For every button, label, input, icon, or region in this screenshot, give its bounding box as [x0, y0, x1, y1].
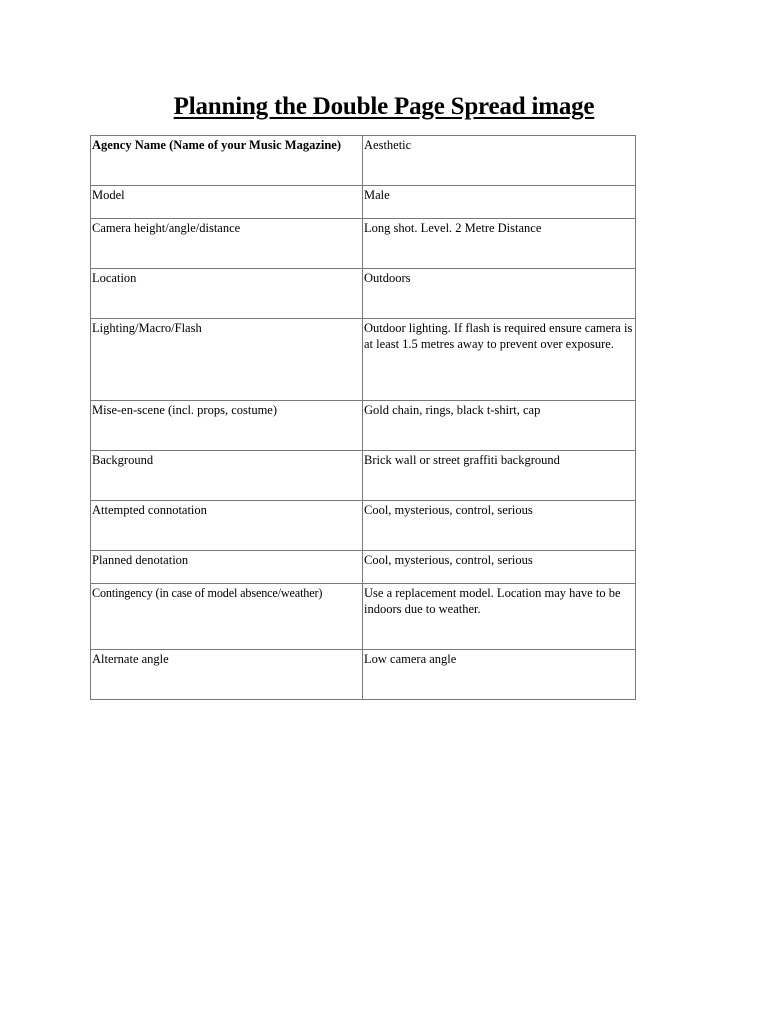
row-label-location: Location: [91, 269, 363, 319]
table-row: [91, 501, 636, 551]
row-value-lighting: Outdoor lighting. If flash is required ensure camera is at least 1.5 metres away to prevent over exposure.: [363, 319, 636, 401]
row-value-mise-en-scene: Gold chain, rings, black t-shirt, cap: [363, 401, 636, 451]
row-value-camera: Long shot. Level. 2 Metre Distance: [363, 219, 636, 269]
table-row: [91, 219, 636, 269]
table-row: [91, 186, 636, 219]
row-label-mise-en-scene: Mise-en-scene (incl. props, costume): [91, 401, 363, 451]
table-row: [91, 136, 636, 186]
row-value-location: Outdoors: [363, 269, 636, 319]
row-label-planned-denotation: Planned denotation: [91, 551, 363, 584]
table-row: [91, 551, 636, 584]
planning-table: [90, 135, 636, 700]
table-row: [91, 650, 636, 700]
row-label-agency-name: Agency Name (Name of your Music Magazine): [91, 136, 363, 186]
row-value-agency-name: Aesthetic: [363, 136, 636, 186]
row-value-background: Brick wall or street graffiti background: [363, 451, 636, 501]
table-row: [91, 451, 636, 501]
row-label-model: Model: [91, 186, 363, 219]
table-row: [91, 584, 636, 650]
row-label-camera: Camera height/angle/distance: [91, 219, 363, 269]
table-row: [91, 269, 636, 319]
table-row: [91, 401, 636, 451]
row-value-model: Male: [363, 186, 636, 219]
row-value-attempted-connotation: Cool, mysterious, control, serious: [363, 501, 636, 551]
row-value-planned-denotation: Cool, mysterious, control, serious: [363, 551, 636, 584]
table-row: [91, 319, 636, 401]
page-title: Planning the Double Page Spread image: [173, 93, 595, 120]
row-label-background: Background: [91, 451, 363, 501]
row-value-contingency: Use a replacement model. Location may have to be indoors due to weather.: [363, 584, 636, 650]
row-label-contingency: Contingency (in case of model absence/weather): [91, 584, 363, 650]
row-label-attempted-connotation: Attempted connotation: [91, 501, 363, 551]
row-label-lighting: Lighting/Macro/Flash: [91, 319, 363, 401]
row-value-alternate-angle: Low camera angle: [363, 650, 636, 700]
row-label-alternate-angle: Alternate angle: [91, 650, 363, 700]
